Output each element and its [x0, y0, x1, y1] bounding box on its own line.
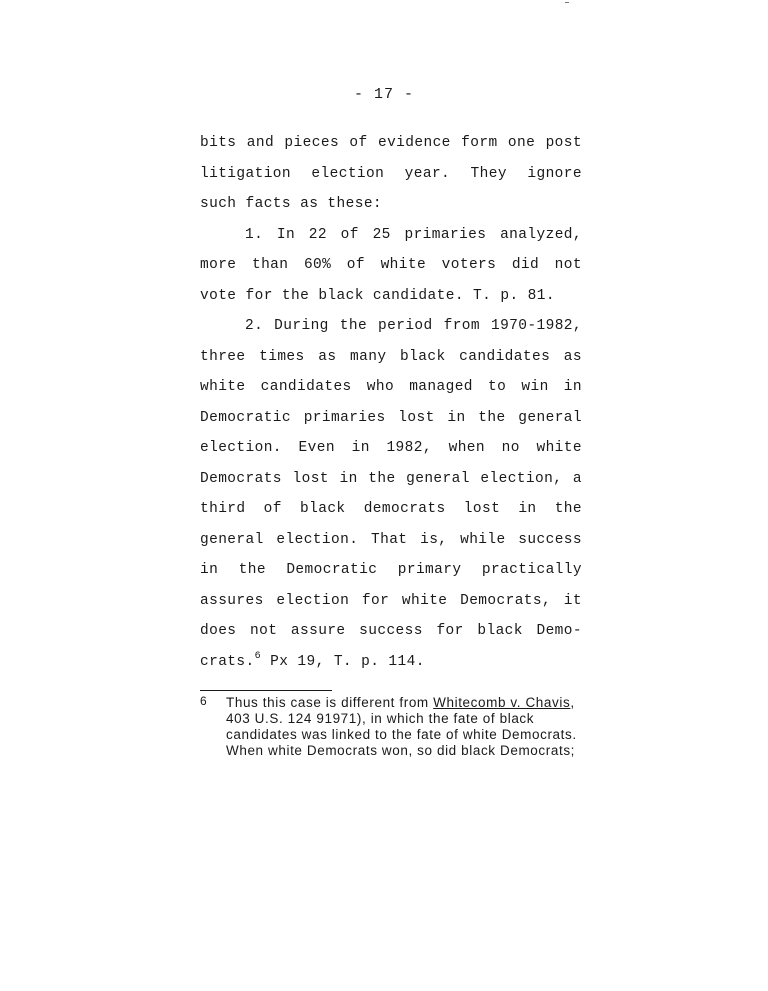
paragraph-item-1: 1. In 22 of 25 primaries analyzed, more than 60% of white voters did not vote for the black candidate. T. p. 81.	[200, 226, 582, 304]
footnote-divider	[200, 690, 332, 691]
footnote-text-before: Thus this case is different from	[226, 695, 434, 710]
footnote-reference: 6	[254, 650, 262, 662]
page-number: - 17 -	[353, 86, 414, 103]
paragraph-item-2	[200, 311, 582, 677]
body-text	[200, 128, 582, 677]
item-2-text: 2. During the period from 1970-1982, three times as many black candidates as white candidates who managed to win in Democratic primaries lost in the general election. Even in 1982, when no white Democrats lost in the general election, a third of black democrats lost in the general election. That is, while success in the Democratic primary practically assures election for white Democrats, it does not assure success for black Demo-crats.	[200, 318, 582, 670]
footnote-body	[226, 695, 592, 759]
footnote-text-after: , 403 U.S. 124 91971), in which the fate of black candidates was linked to the fate of white Democrats. When white Democrats won, so did black Democrats;	[226, 695, 577, 758]
paragraph-intro: bits and pieces of evidence form one post litigation election year. They ignore such facts as these:	[200, 135, 582, 212]
item-2-citation: Px 19, T. p. 114.	[261, 653, 425, 670]
footnote-marker: 6	[200, 694, 208, 708]
footnote-case-name: Whitecomb v. Chavis	[433, 695, 571, 710]
footnote	[200, 695, 592, 759]
scan-artifact	[565, 2, 569, 3]
